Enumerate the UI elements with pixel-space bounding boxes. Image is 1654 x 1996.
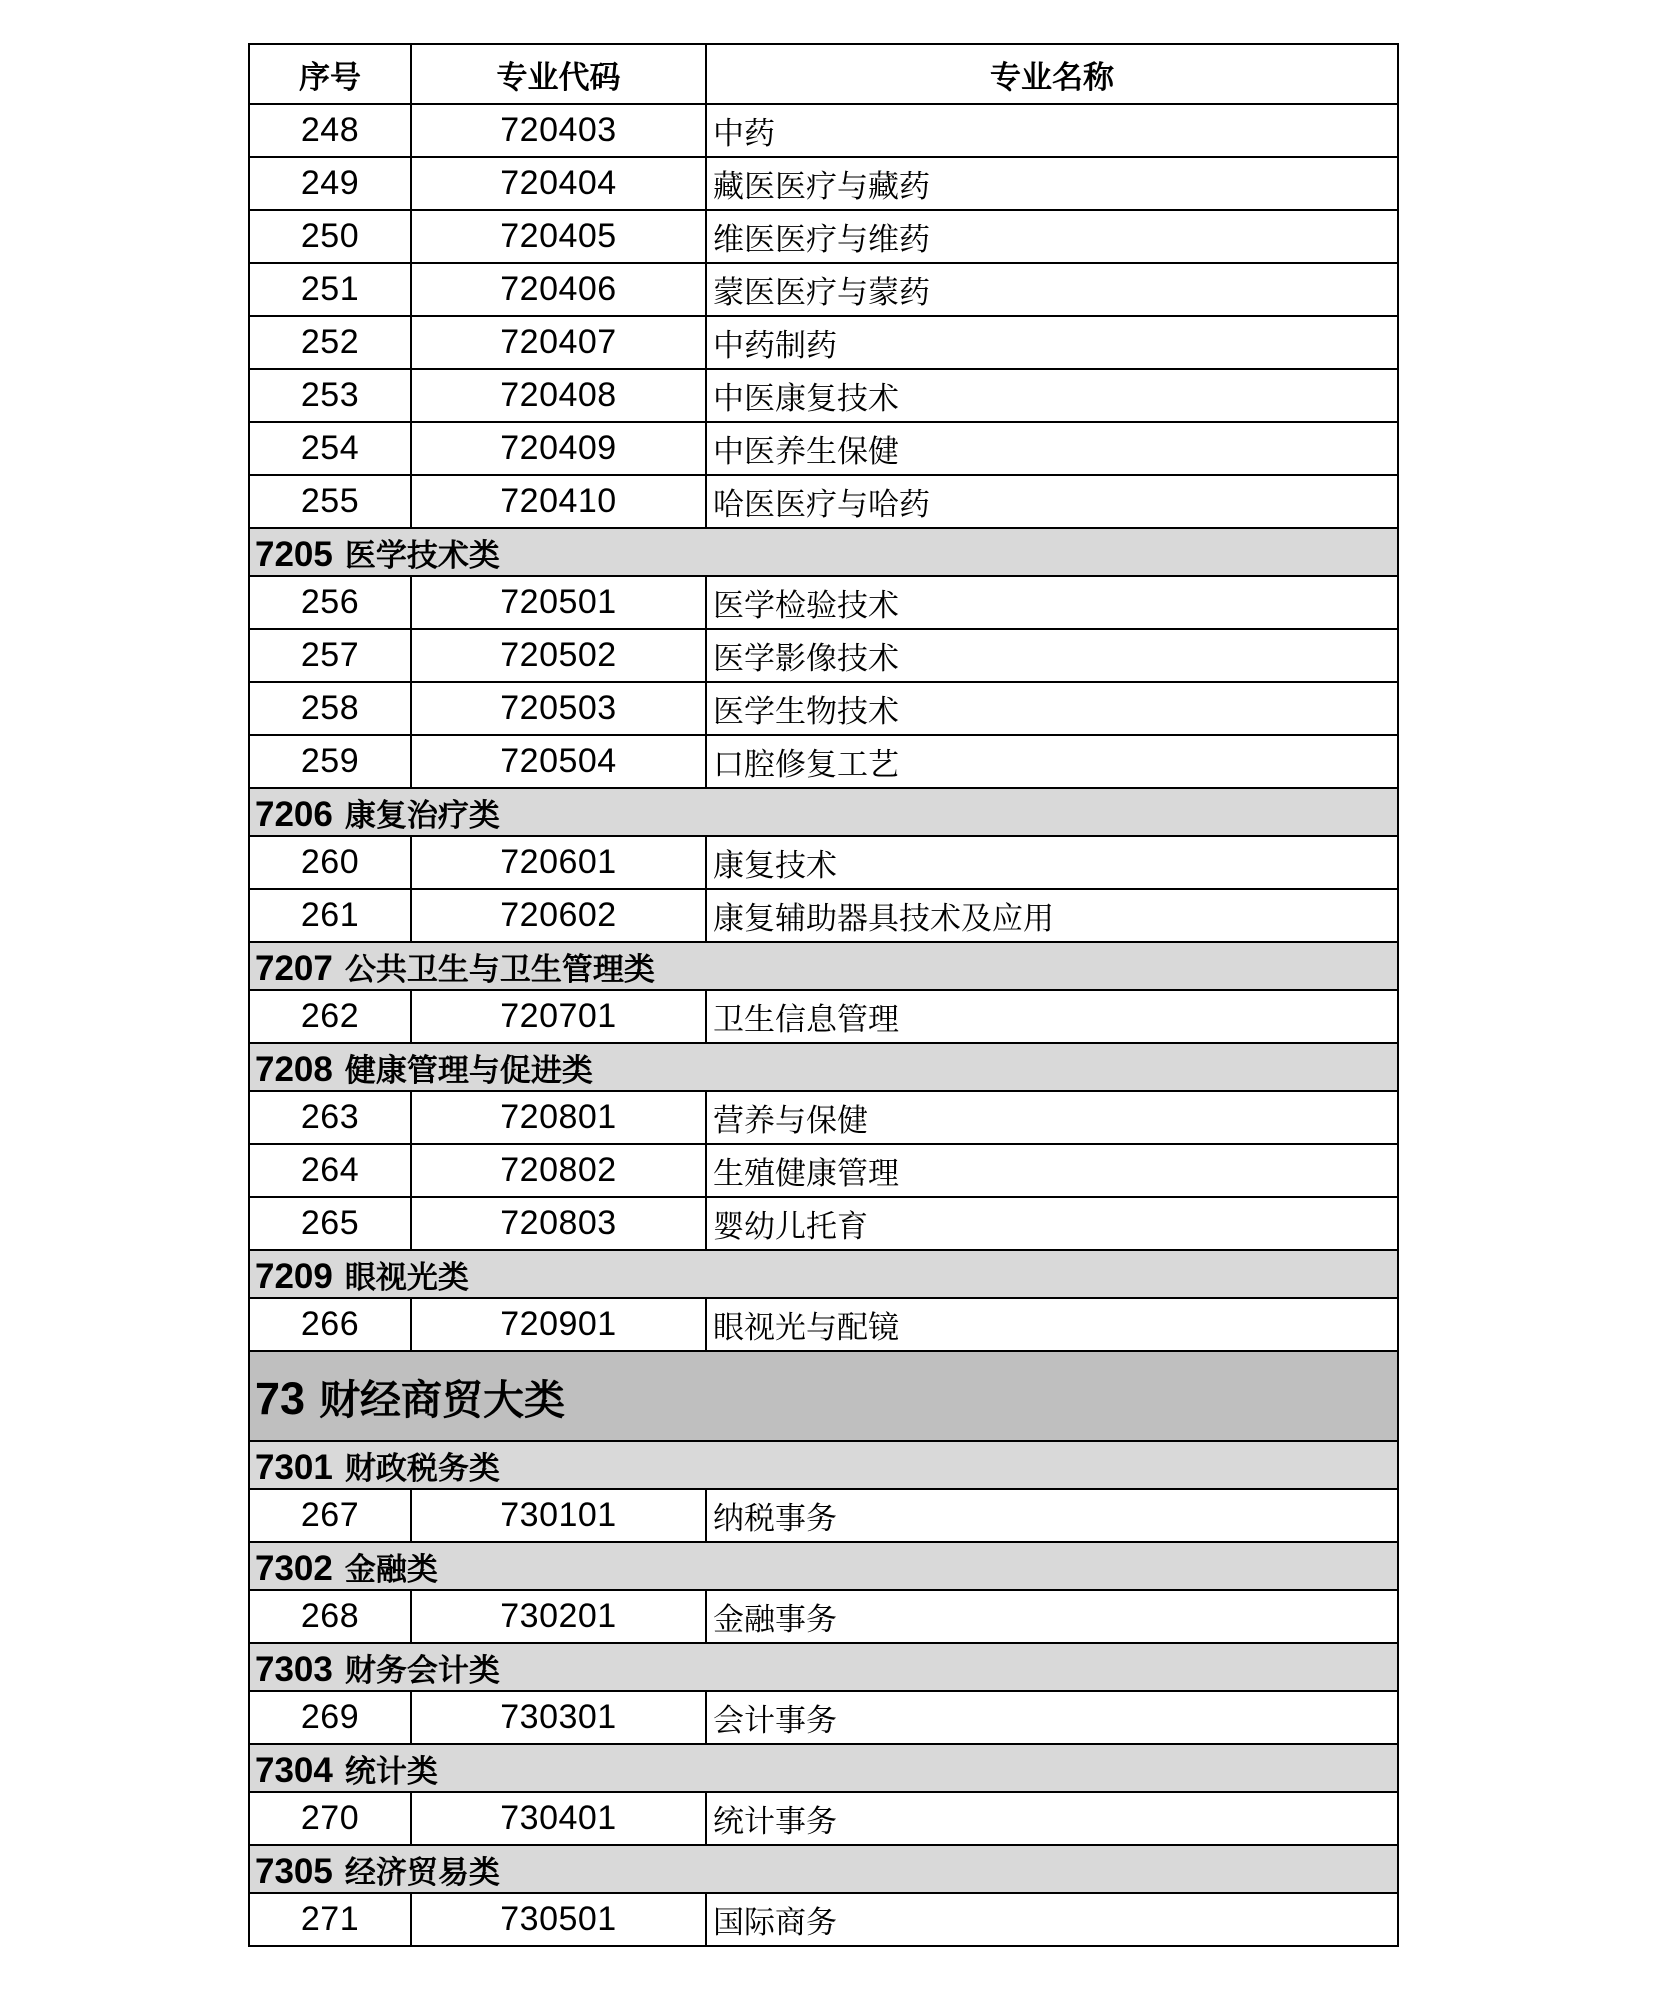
code-cell: 730301: [411, 1691, 706, 1744]
section-header-row: [249, 1043, 1398, 1091]
table-row: [249, 735, 1398, 788]
serial-cell: 260: [249, 836, 411, 889]
category-code: 7209: [255, 1256, 333, 1296]
section-header-label: [249, 1845, 1398, 1893]
code-cell: 720802: [411, 1144, 706, 1197]
serial-cell: 252: [249, 316, 411, 369]
code-cell: 720801: [411, 1091, 706, 1144]
category-name: 健康管理与促进类: [344, 1052, 593, 1088]
table-row: [249, 1893, 1398, 1946]
column-header-code: 专业代码: [411, 44, 706, 104]
table-row: [249, 1197, 1398, 1250]
section-header-row: [249, 1542, 1398, 1590]
name-cell: 国际商务: [706, 1893, 1398, 1946]
serial-cell: 262: [249, 990, 411, 1043]
major-category-label: [249, 1351, 1398, 1441]
serial-cell: 251: [249, 263, 411, 316]
section-header-label: [249, 1643, 1398, 1691]
section-header-row: [249, 1845, 1398, 1893]
name-cell: 医学影像技术: [706, 629, 1398, 682]
serial-cell: 258: [249, 682, 411, 735]
code-cell: 730401: [411, 1792, 706, 1845]
name-cell: 生殖健康管理: [706, 1144, 1398, 1197]
name-cell: 医学生物技术: [706, 682, 1398, 735]
section-header-label: [249, 1441, 1398, 1489]
name-cell: 统计事务: [706, 1792, 1398, 1845]
code-cell: 720501: [411, 576, 706, 629]
table-row: [249, 210, 1398, 263]
category-name: 财经商贸大类: [319, 1376, 566, 1423]
major-category-row: [249, 1351, 1398, 1441]
serial-cell: 266: [249, 1298, 411, 1351]
table-row: [249, 576, 1398, 629]
serial-cell: 269: [249, 1691, 411, 1744]
serial-cell: 264: [249, 1144, 411, 1197]
code-cell: 720403: [411, 104, 706, 157]
code-cell: 720504: [411, 735, 706, 788]
category-code: 7205: [255, 534, 333, 574]
serial-cell: 271: [249, 1893, 411, 1946]
table-row: [249, 104, 1398, 157]
category-code: 7208: [255, 1049, 333, 1089]
category-name: 金融类: [344, 1551, 438, 1587]
table-row: [249, 263, 1398, 316]
table-row: [249, 316, 1398, 369]
category-name: 经济贸易类: [344, 1854, 500, 1890]
code-cell: 720602: [411, 889, 706, 942]
category-code: 7302: [255, 1548, 333, 1588]
section-header-label: [249, 788, 1398, 836]
code-cell: 720408: [411, 369, 706, 422]
code-cell: 720407: [411, 316, 706, 369]
section-header-row: [249, 942, 1398, 990]
category-code: 7207: [255, 948, 333, 988]
name-cell: 蒙医医疗与蒙药: [706, 263, 1398, 316]
table-row: [249, 629, 1398, 682]
category-code: 7304: [255, 1750, 333, 1790]
name-cell: 会计事务: [706, 1691, 1398, 1744]
name-cell: 维医医疗与维药: [706, 210, 1398, 263]
category-name: 医学技术类: [344, 537, 500, 573]
table-row: [249, 889, 1398, 942]
name-cell: 藏医医疗与藏药: [706, 157, 1398, 210]
table-row: [249, 1298, 1398, 1351]
name-cell: 口腔修复工艺: [706, 735, 1398, 788]
serial-cell: 259: [249, 735, 411, 788]
section-header-row: [249, 528, 1398, 576]
serial-cell: 256: [249, 576, 411, 629]
code-cell: 720406: [411, 263, 706, 316]
name-cell: 眼视光与配镜: [706, 1298, 1398, 1351]
section-header-label: [249, 1043, 1398, 1091]
serial-cell: 253: [249, 369, 411, 422]
name-cell: 中医养生保健: [706, 422, 1398, 475]
name-cell: 哈医医疗与哈药: [706, 475, 1398, 528]
section-header-row: [249, 1441, 1398, 1489]
table-row: [249, 157, 1398, 210]
code-cell: 720901: [411, 1298, 706, 1351]
category-name: 财务会计类: [344, 1652, 500, 1688]
name-cell: 医学检验技术: [706, 576, 1398, 629]
serial-cell: 265: [249, 1197, 411, 1250]
serial-cell: 267: [249, 1489, 411, 1542]
name-cell: 营养与保健: [706, 1091, 1398, 1144]
column-header-serial: 序号: [249, 44, 411, 104]
section-header-label: [249, 1542, 1398, 1590]
code-cell: 720502: [411, 629, 706, 682]
code-cell: 720503: [411, 682, 706, 735]
section-header-row: [249, 1744, 1398, 1792]
category-code: 7301: [255, 1447, 333, 1487]
table-row: [249, 1489, 1398, 1542]
code-cell: 720404: [411, 157, 706, 210]
serial-cell: 263: [249, 1091, 411, 1144]
serial-cell: 261: [249, 889, 411, 942]
serial-cell: 270: [249, 1792, 411, 1845]
category-code: 7206: [255, 794, 333, 834]
category-name: 公共卫生与卫生管理类: [344, 951, 655, 987]
table-row: [249, 422, 1398, 475]
table-row: [249, 836, 1398, 889]
table-row: [249, 369, 1398, 422]
table-body: [249, 104, 1398, 1946]
name-cell: 中医康复技术: [706, 369, 1398, 422]
name-cell: 康复技术: [706, 836, 1398, 889]
serial-cell: 257: [249, 629, 411, 682]
table-row: [249, 1091, 1398, 1144]
serial-cell: 250: [249, 210, 411, 263]
table-row: [249, 682, 1398, 735]
name-cell: 中药: [706, 104, 1398, 157]
serial-cell: 268: [249, 1590, 411, 1643]
table-row: [249, 1144, 1398, 1197]
table-row: [249, 990, 1398, 1043]
section-header-label: [249, 1744, 1398, 1792]
category-name: 康复治疗类: [344, 797, 500, 833]
code-cell: 720405: [411, 210, 706, 263]
category-name: 眼视光类: [344, 1259, 469, 1295]
table-row: [249, 1590, 1398, 1643]
table-row: [249, 1792, 1398, 1845]
category-code: 7305: [255, 1851, 333, 1891]
category-name: 统计类: [344, 1753, 438, 1789]
name-cell: 纳税事务: [706, 1489, 1398, 1542]
name-cell: 卫生信息管理: [706, 990, 1398, 1043]
code-cell: 720410: [411, 475, 706, 528]
category-code: 7303: [255, 1649, 333, 1689]
category-code: 73: [255, 1372, 306, 1424]
code-cell: 720409: [411, 422, 706, 475]
name-cell: 婴幼儿托育: [706, 1197, 1398, 1250]
name-cell: 金融事务: [706, 1590, 1398, 1643]
section-header-label: [249, 528, 1398, 576]
serial-cell: 255: [249, 475, 411, 528]
code-cell: 720601: [411, 836, 706, 889]
serial-cell: 248: [249, 104, 411, 157]
code-cell: 730101: [411, 1489, 706, 1542]
section-header-row: [249, 788, 1398, 836]
category-name: 财政税务类: [344, 1450, 500, 1486]
table-row: [249, 475, 1398, 528]
code-cell: 720701: [411, 990, 706, 1043]
section-header-row: [249, 1250, 1398, 1298]
name-cell: 中药制药: [706, 316, 1398, 369]
code-cell: 730201: [411, 1590, 706, 1643]
section-header-label: [249, 942, 1398, 990]
table-header-row: [249, 44, 1398, 104]
major-code-table: [248, 43, 1399, 1947]
section-header-label: [249, 1250, 1398, 1298]
serial-cell: 254: [249, 422, 411, 475]
section-header-row: [249, 1643, 1398, 1691]
code-cell: 720803: [411, 1197, 706, 1250]
name-cell: 康复辅助器具技术及应用: [706, 889, 1398, 942]
code-cell: 730501: [411, 1893, 706, 1946]
table-row: [249, 1691, 1398, 1744]
serial-cell: 249: [249, 157, 411, 210]
column-header-name: 专业名称: [706, 44, 1398, 104]
